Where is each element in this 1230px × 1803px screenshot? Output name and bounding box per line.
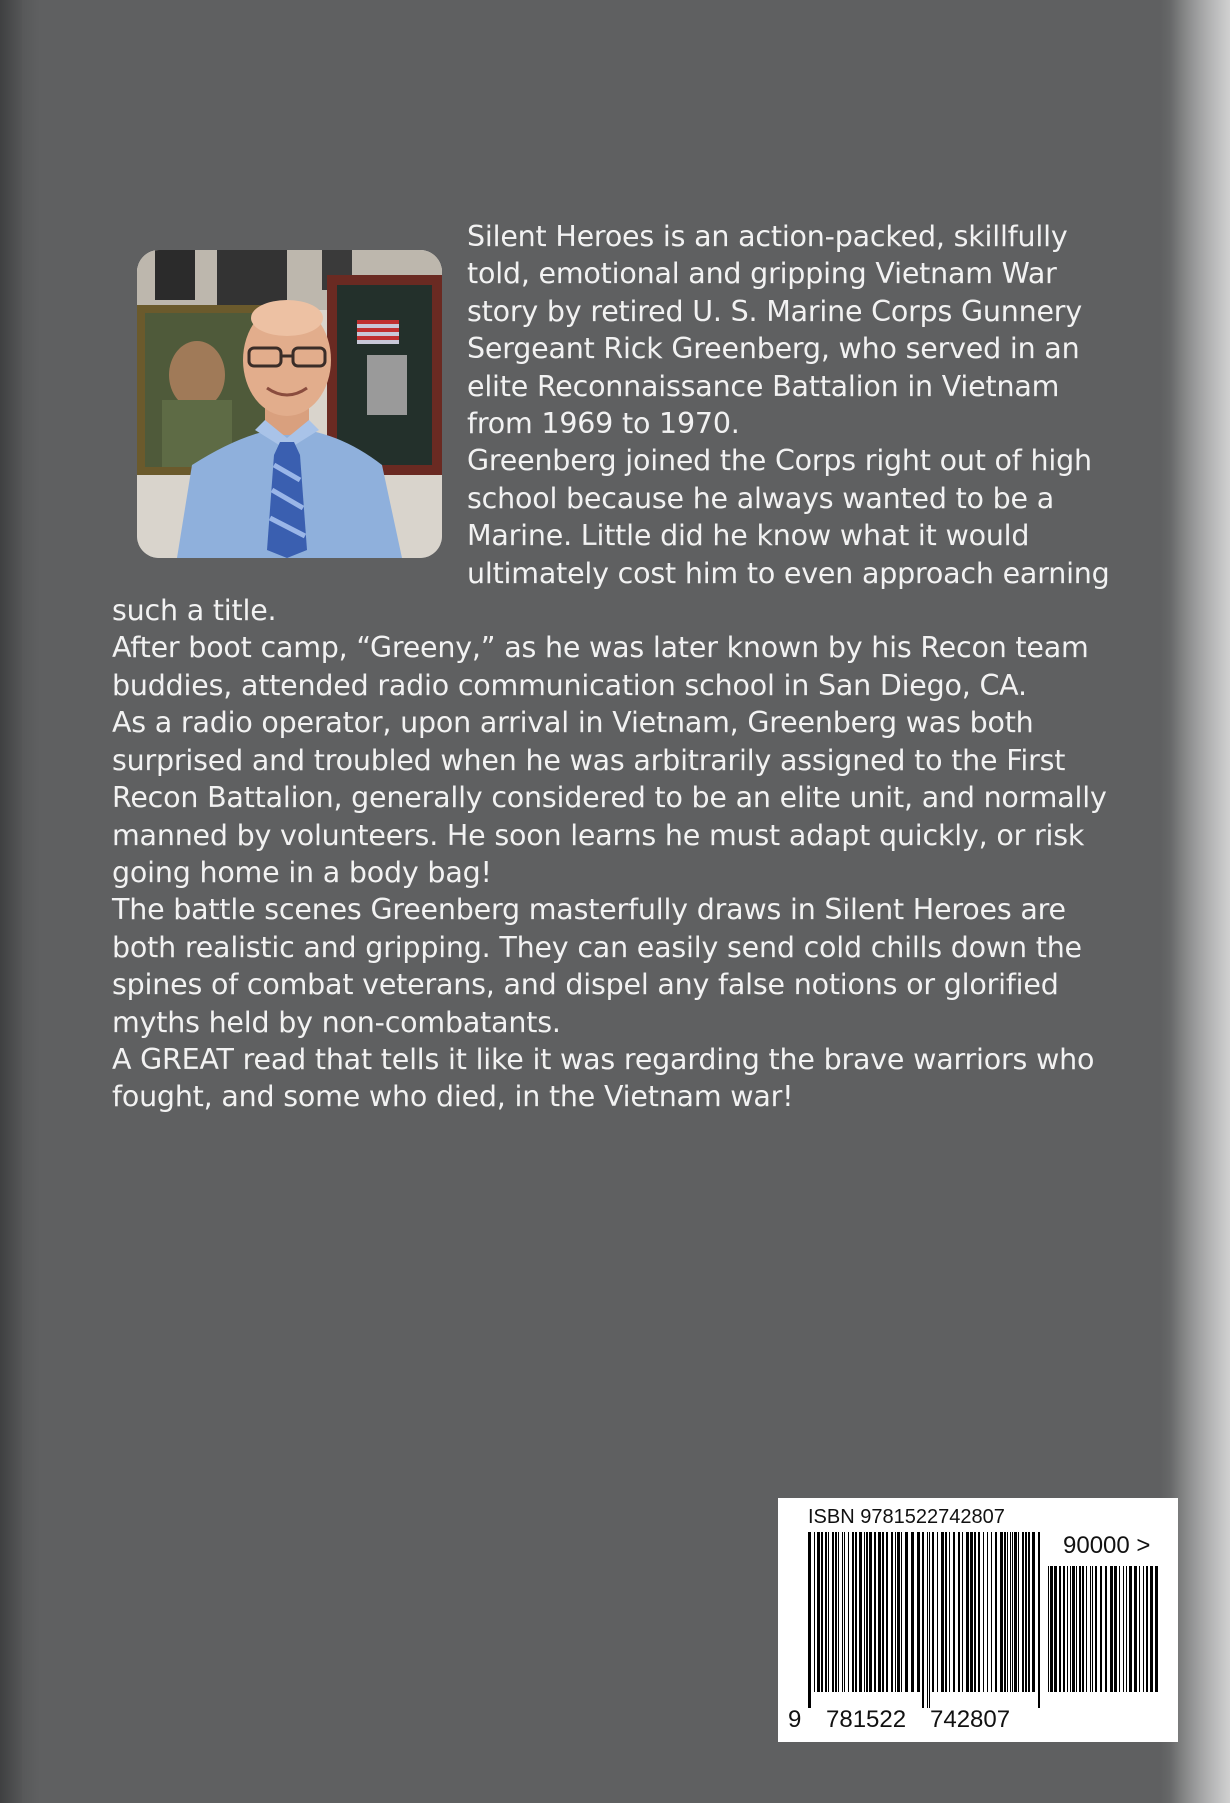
barcode-bar <box>958 1532 960 1692</box>
barcode-bar <box>941 1532 944 1692</box>
barcode-bar <box>1025 1532 1027 1692</box>
barcode-bar <box>869 1532 872 1692</box>
barcode-bar <box>995 1532 997 1692</box>
barcode-bar <box>866 1532 868 1692</box>
barcode-bar <box>917 1532 920 1692</box>
barcode-bar <box>1079 1566 1081 1692</box>
blurb-paragraph-5: The battle scenes Greenberg masterfully draws in Silent Heroes are both realistic and gripping. They can easily send cold chills down the spines of combat veterans, and dispel any false notions or glorified myths held by non-combatants. <box>112 893 1082 1039</box>
barcode-digits-right: 742807 <box>930 1706 1011 1733</box>
barcode-bar <box>1090 1566 1091 1692</box>
barcode-digit-first: 9 <box>788 1706 802 1733</box>
barcode-bar <box>1032 1532 1035 1692</box>
barcode-bar <box>828 1532 829 1692</box>
barcode-bar <box>966 1532 969 1692</box>
barcode-bar <box>852 1532 854 1692</box>
barcode-bar <box>1139 1566 1140 1692</box>
barcode-bar <box>882 1532 884 1692</box>
barcode-bar <box>978 1532 980 1692</box>
barcode-bar <box>1000 1532 1003 1692</box>
barcode-bar <box>1063 1566 1065 1692</box>
barcode-bar <box>895 1532 896 1692</box>
barcode-bar <box>962 1532 963 1692</box>
barcode-bar <box>953 1532 955 1692</box>
barcode-bar <box>974 1532 976 1692</box>
barcode-bar <box>821 1532 823 1692</box>
barcode-bar <box>991 1532 992 1692</box>
barcode-bar <box>1100 1566 1102 1692</box>
barcode-bar <box>949 1532 950 1692</box>
barcode-bar <box>1146 1566 1148 1692</box>
barcode-bar <box>1126 1566 1127 1692</box>
barcode-bar <box>1028 1532 1030 1692</box>
blurb-paragraph-2: Greenberg joined the Corps right out of high school because he always wanted to be a Marine. Little did he know what it would ultimately cost him to even approach earning such a title. <box>112 444 1110 628</box>
barcode-digits-left: 781522 <box>826 1706 907 1733</box>
barcode-bar <box>1022 1532 1024 1692</box>
barcode-bar <box>927 1532 928 1708</box>
barcode-bar <box>1007 1532 1008 1692</box>
barcode-bar <box>878 1532 881 1692</box>
isbn-label: ISBN 9781522742807 <box>808 1506 1005 1528</box>
barcode-bar <box>937 1532 938 1692</box>
blurb-paragraph-4: As a radio operator, upon arrival in Vietnam, Greenberg was both surprised and troubled when he was arbitrarily assigned to the First Recon Battalion, generally considered to be an elite unit, and normally manned by volunteers. He soon learns he must adapt quickly, or risk going home in a body bag! <box>112 706 1107 889</box>
barcode-bar <box>844 1532 845 1692</box>
barcode-bar <box>1150 1566 1153 1692</box>
barcode-bar <box>932 1532 934 1692</box>
ean13-barcode-bars <box>808 1532 1044 1708</box>
barcode-bar <box>1048 1566 1049 1692</box>
isbn-barcode <box>778 1498 1178 1742</box>
barcode-bar <box>864 1532 865 1692</box>
barcode-bar <box>825 1532 827 1692</box>
blurb-paragraph-6: A GREAT read that tells it like it was regarding the brave warriors who fought, and some who died, in the Vietnam war! <box>112 1042 1095 1114</box>
barcode-bar <box>1012 1532 1013 1692</box>
barcode-bar <box>1054 1566 1057 1692</box>
barcode-bar <box>1059 1566 1061 1692</box>
cover-right-edge <box>1170 0 1230 1803</box>
barcode-bar <box>970 1532 973 1692</box>
barcode-bar <box>838 1532 839 1692</box>
barcode-bar <box>1050 1566 1053 1692</box>
barcode-bar <box>1082 1566 1084 1692</box>
barcode-bar <box>1123 1566 1124 1692</box>
barcode-bar <box>1119 1566 1120 1692</box>
barcode-bar <box>1038 1532 1040 1708</box>
barcode-bar <box>1070 1566 1071 1692</box>
barcode-bar <box>1155 1566 1158 1692</box>
barcode-bar <box>1014 1532 1017 1692</box>
photo-wrap-spacer <box>112 218 467 590</box>
price-code: 90000 > <box>1063 1532 1151 1559</box>
barcode-bar <box>891 1532 893 1692</box>
barcode-bar <box>1129 1566 1132 1692</box>
barcode-bar <box>945 1532 947 1692</box>
barcode-bar <box>1076 1566 1077 1692</box>
addon-barcode-bars <box>1048 1566 1160 1708</box>
barcode-bar <box>886 1532 888 1692</box>
barcode-bar <box>1114 1566 1117 1692</box>
barcode-bar <box>817 1532 820 1692</box>
barcode-bar <box>983 1532 984 1692</box>
barcode-bar <box>1134 1566 1137 1692</box>
blurb-paragraph-1: Silent Heroes is an action-packed, skillfully told, emotional and gripping Vietnam War story by retired U. S. Marine Corps Gunnery Sergeant Rick Greenberg, who served in an elite Reconnaissance Battalion in Vietnam from 1969 to 1970. <box>467 220 1082 441</box>
barcode-bar <box>1086 1566 1087 1692</box>
barcode-bar <box>929 1532 930 1708</box>
barcode-bar <box>874 1532 876 1692</box>
barcode-bar <box>1018 1532 1019 1692</box>
barcode-bar <box>1110 1566 1113 1692</box>
barcode-bar <box>1004 1532 1006 1692</box>
barcode-bar <box>901 1532 902 1692</box>
barcode-bar <box>848 1532 849 1692</box>
barcode-bar <box>855 1532 857 1692</box>
barcode-bar <box>842 1532 843 1692</box>
barcode-bar <box>1010 1532 1011 1692</box>
barcode-bar <box>832 1532 834 1692</box>
barcode-bar <box>905 1532 908 1692</box>
barcode-bar <box>1095 1566 1097 1692</box>
barcode-bar <box>1067 1566 1068 1692</box>
barcode-bar <box>859 1532 862 1692</box>
barcode-bar <box>814 1532 815 1692</box>
barcode-bar <box>897 1532 900 1692</box>
barcode-bar <box>1143 1566 1144 1692</box>
barcode-bar <box>1092 1566 1093 1692</box>
barcode-bar <box>1072 1566 1075 1692</box>
barcode-bar <box>922 1532 924 1708</box>
barcode-bar <box>808 1532 811 1708</box>
barcode-bar <box>987 1532 988 1692</box>
barcode-bar <box>835 1532 837 1692</box>
barcode-bar <box>911 1532 914 1692</box>
back-cover-blurb <box>112 218 1112 1116</box>
blurb-paragraph-3: After boot camp, “Greeny,” as he was later known by his Recon team buddies, attended radio communication school in San Diego, CA. <box>112 631 1089 702</box>
barcode-bar <box>1105 1566 1107 1692</box>
cover-left-edge <box>0 0 22 1803</box>
